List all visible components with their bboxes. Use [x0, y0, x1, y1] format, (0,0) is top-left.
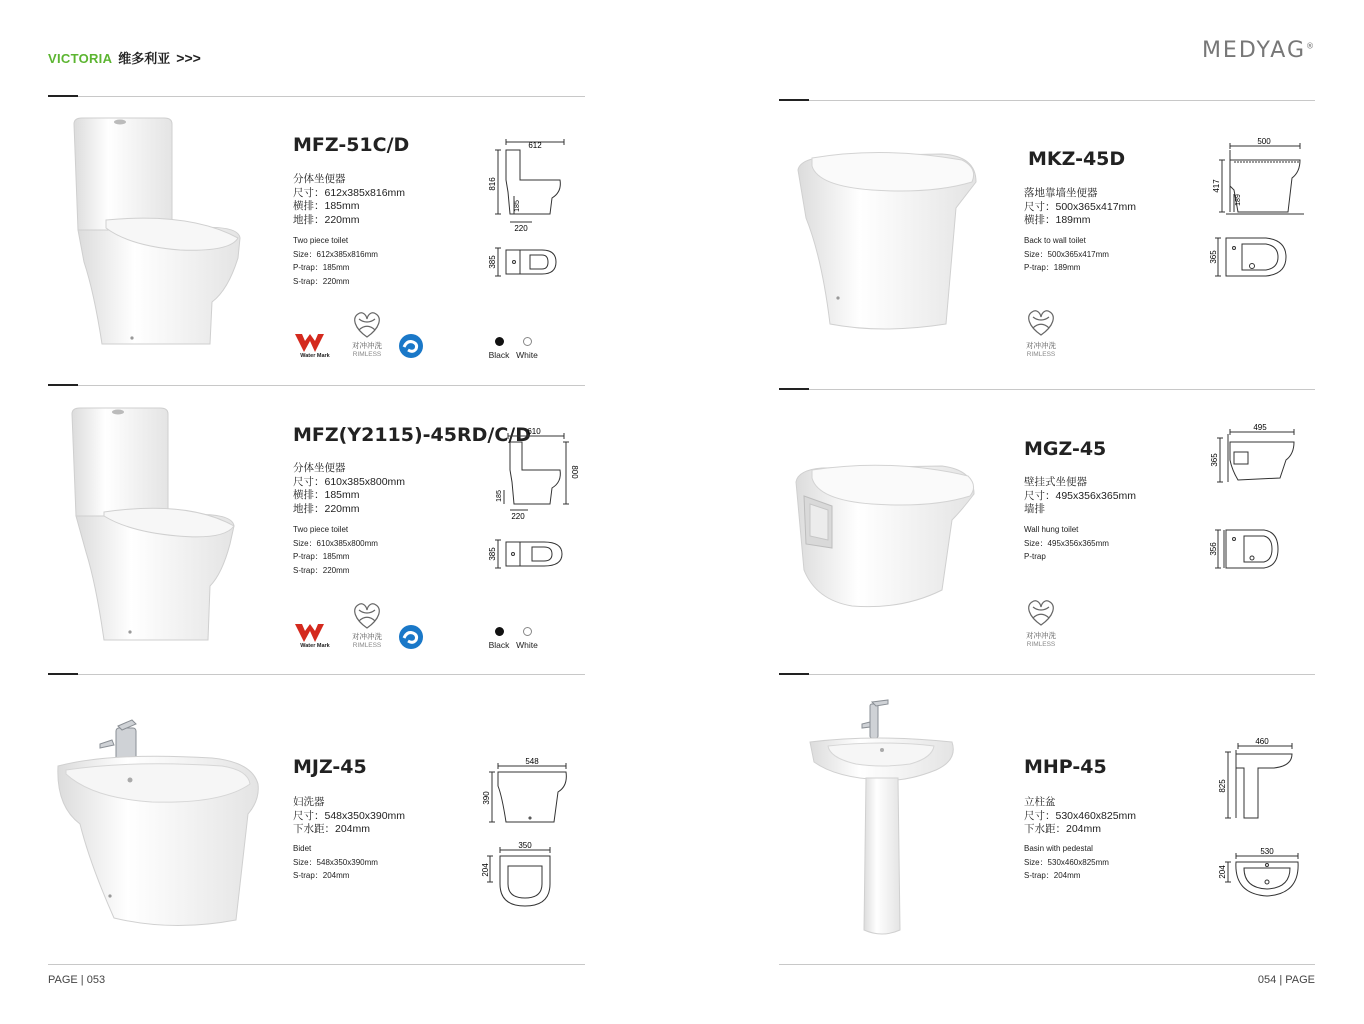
dim-strap: 220 [514, 224, 528, 233]
color-label: White [516, 640, 538, 650]
top-dimension-drawing [1214, 846, 1304, 898]
pedestal-basin-image [806, 698, 960, 942]
rimless-icon [1026, 308, 1056, 338]
divider [48, 385, 585, 386]
dim-depth: 356 [1209, 542, 1218, 556]
two-piece-toilet-image [60, 112, 250, 372]
color-option-black [487, 337, 511, 360]
side-dimension-drawing [480, 756, 580, 828]
spec-line: 尺寸：548x350x390mm [293, 809, 406, 822]
rimless-icon [352, 310, 382, 340]
spec-line: S-trap：220mm [293, 565, 350, 575]
product-model: MGZ-45 [1024, 438, 1107, 460]
product-spec-cn [1024, 476, 1136, 517]
spec-line: 地排：220mm [293, 502, 360, 515]
watermark-logo-icon [294, 622, 336, 644]
dim-width: 460 [1255, 737, 1269, 746]
color-label: White [516, 350, 538, 360]
top-dimension-drawing [484, 244, 564, 280]
spec-line: Size：548x350x390mm [293, 857, 378, 867]
product-spec-en [1024, 842, 1109, 883]
divider [779, 964, 1315, 965]
color-label: Black [488, 640, 510, 650]
dim-width: 500 [1257, 137, 1271, 146]
series-arrows: >>> [176, 50, 201, 66]
dim-depth: 385 [488, 547, 497, 561]
side-dimension-drawing [1208, 136, 1308, 218]
dim-depth: 385 [488, 255, 497, 269]
product-model: MKZ-45D [1028, 148, 1126, 170]
rimless-en: RIMLESS [352, 642, 382, 649]
black-swatch [495, 337, 504, 346]
product-spec-cn [293, 796, 405, 837]
divider [48, 964, 585, 965]
product-model: MJZ-45 [293, 756, 367, 778]
divider-accent [48, 95, 78, 97]
dim-height: 816 [488, 177, 497, 191]
watermark-label: Water Mark [300, 643, 330, 649]
divider-accent [779, 99, 809, 101]
spec-line: S-trap：204mm [293, 871, 350, 880]
rimless-cn: 对冲冲洗 [352, 632, 382, 641]
dim-width: 610 [527, 427, 541, 436]
rimless-caption [344, 632, 390, 650]
watermark-label: Water Mark [300, 353, 330, 359]
color-option-white [515, 627, 539, 650]
spec-line: 尺寸：530x460x825mm [1024, 809, 1137, 822]
page-number-left: PAGE | 053 [48, 974, 106, 986]
divider [779, 389, 1315, 390]
brand-logo [1202, 38, 1314, 63]
top-dimension-drawing [480, 840, 570, 910]
spec-line: Wall hung toilet [1024, 525, 1079, 534]
rimless-caption [1018, 341, 1064, 359]
dim-depth: 365 [1209, 250, 1218, 264]
side-dimension-drawing [1214, 736, 1304, 822]
rimless-cn: 对冲冲洗 [352, 341, 382, 350]
spec-line: 妇洗器 [293, 796, 325, 808]
black-swatch [495, 627, 504, 636]
product-spec-en [1024, 234, 1109, 275]
two-piece-toilet-image [60, 404, 250, 662]
spec-line: Two piece toilet [293, 236, 349, 245]
spec-line: P-trap：189mm [1024, 263, 1081, 272]
brand-registered-mark: ® [1306, 41, 1314, 51]
spec-line: 尺寸：612x385x816mm [293, 186, 406, 199]
white-swatch [523, 627, 532, 636]
spec-line: P-trap：185mm [293, 263, 350, 272]
dim-width: 548 [525, 757, 539, 766]
spec-line: P-trap：185mm [293, 552, 350, 561]
rimless-caption [1018, 631, 1064, 649]
color-option-white [515, 337, 539, 360]
dim-height: 800 [570, 465, 579, 479]
wall-hung-toilet-image [792, 460, 978, 612]
top-dimension-drawing [1208, 526, 1292, 572]
product-spec-cn [293, 173, 405, 227]
rimless-en: RIMLESS [352, 351, 382, 358]
spec-line: 尺寸：610x385x800mm [293, 475, 406, 488]
divider-accent [779, 388, 809, 390]
spec-line: 落地靠墙坐便器 [1024, 187, 1098, 199]
top-dimension-drawing [484, 536, 568, 572]
watermark-logo-icon [294, 332, 336, 354]
water-wave-logo-icon [398, 333, 424, 359]
dim-width: 495 [1253, 423, 1267, 432]
divider-accent [48, 673, 78, 675]
spec-line: S-trap：220mm [293, 276, 350, 286]
series-name-en: VICTORIA [48, 51, 113, 66]
rimless-en: RIMLESS [1026, 641, 1056, 648]
dim-depth: 350 [518, 841, 532, 850]
top-dimension-drawing [1208, 236, 1292, 280]
rimless-caption [344, 341, 390, 359]
dim-basin-width: 530 [1260, 847, 1274, 856]
product-model: MFZ(Y2115)-45RD/C/D [293, 424, 531, 446]
product-spec-cn [1024, 187, 1136, 228]
white-swatch [523, 337, 532, 346]
spec-line: Size：612x385x816mm [293, 249, 378, 259]
product-spec-en [293, 842, 378, 883]
divider-accent [48, 384, 78, 386]
rimless-en: RIMLESS [1026, 351, 1056, 358]
spec-line: Size：500x365x417mm [1024, 249, 1109, 259]
dim-height: 825 [1218, 779, 1227, 793]
spec-line: 下水距：204mm [293, 823, 371, 835]
spec-line: 尺寸：500x365x417mm [1024, 200, 1137, 213]
spec-line: 地排：220mm [293, 213, 360, 226]
dim-ptrap: 189 [1235, 194, 1242, 206]
spec-line: Size：610x385x800mm [293, 538, 378, 548]
divider [48, 96, 585, 97]
product-model: MHP-45 [1024, 756, 1107, 778]
spec-line: 壁挂式坐便器 [1024, 476, 1087, 488]
spec-line: 横排：185mm [293, 200, 360, 212]
spec-line: Bidet [293, 844, 312, 853]
divider [779, 674, 1315, 675]
dim-height: 365 [1210, 453, 1219, 467]
divider [48, 674, 585, 675]
spec-line: 立柱盆 [1024, 796, 1056, 808]
spec-line: Two piece toilet [293, 525, 349, 534]
product-spec-en [1024, 523, 1109, 564]
rimless-cn: 对冲冲洗 [1026, 631, 1056, 640]
spec-line: 墙排 [1024, 503, 1045, 515]
rimless-icon [352, 601, 382, 631]
divider [779, 100, 1315, 101]
spec-line: 横排：189mm [1024, 214, 1091, 226]
product-spec-en [293, 523, 378, 577]
spec-line: Size：495x356x365mm [1024, 538, 1109, 548]
series-title [48, 48, 201, 67]
dim-ptrap: 185 [514, 200, 521, 212]
dim-strap: 204 [1218, 865, 1227, 879]
spec-line: Back to wall toilet [1024, 236, 1086, 245]
back-to-wall-toilet-image [792, 148, 980, 332]
color-label: Black [488, 350, 510, 360]
product-spec-cn [293, 462, 405, 516]
spec-line: 尺寸：495x356x365mm [1024, 489, 1137, 502]
product-spec-cn [1024, 796, 1136, 837]
dim-width: 612 [528, 141, 542, 150]
color-option-black [487, 627, 511, 650]
water-wave-logo-icon [398, 624, 424, 650]
dim-height: 390 [482, 791, 491, 805]
dim-ptrap: 185 [496, 490, 503, 502]
spec-line: 分体坐便器 [293, 462, 346, 474]
product-spec-en [293, 234, 378, 288]
series-name-cn: 维多利亚 [118, 51, 171, 66]
brand-name: MEDYAG [1201, 38, 1306, 63]
dim-strap: 220 [511, 512, 525, 521]
spec-line: S-trap：204mm [1024, 871, 1081, 880]
side-dimension-drawing [1208, 420, 1302, 484]
spec-line: P-trap [1024, 552, 1046, 561]
spec-line: 横排：185mm [293, 489, 360, 501]
spec-line: 下水距：204mm [1024, 823, 1102, 835]
side-dimension-drawing [488, 426, 578, 522]
bidet-image [52, 714, 264, 934]
dim-height: 417 [1212, 179, 1221, 193]
divider-accent [779, 673, 809, 675]
product-model: MFZ-51C/D [293, 134, 410, 156]
dim-strap: 204 [481, 863, 490, 877]
rimless-cn: 对冲冲洗 [1026, 341, 1056, 350]
spec-line: Basin with pedestal [1024, 844, 1093, 853]
rimless-icon [1026, 598, 1056, 628]
page-number-right: 054 | PAGE [1257, 974, 1315, 986]
side-dimension-drawing [484, 136, 574, 236]
spec-line: Size：530x460x825mm [1024, 857, 1109, 867]
spec-line: 分体坐便器 [293, 173, 346, 185]
